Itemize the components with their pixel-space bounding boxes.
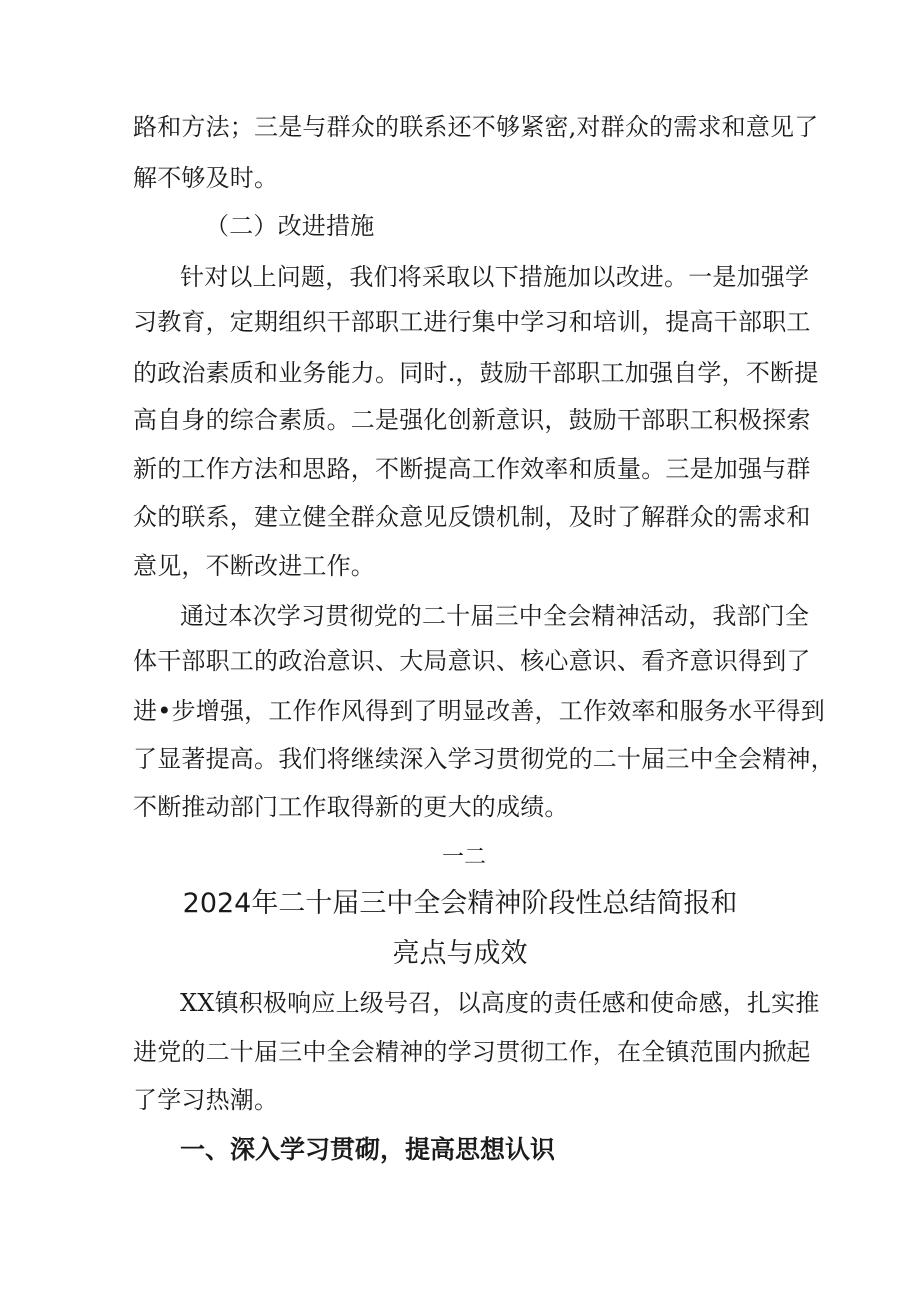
text-line: 了显著提高。我们将继续深入学习贯彻党的二十届三中全会精神， <box>133 745 835 773</box>
text-line: 进党的二十届三中全会精神的学习贯彻工作，在全镇范围内掀起 <box>133 1038 811 1066</box>
text-line: 新的工作方法和思路，不断提高工作效率和质量。三是加强与群 <box>133 455 811 483</box>
text-line: 意见，不断改进工作。 <box>133 552 375 580</box>
text-line: 习教育，定期组织干部职工进行集中学习和培训，提高干部职工 <box>133 308 811 336</box>
text-line: 进•步增强，工作作风得到了明显改善，工作效率和服务水平得到 <box>133 697 825 725</box>
article-title-line1: 2024年二十届三中全会精神阶段性总结简报和 <box>182 888 738 919</box>
text-line: 通过本次学习贯彻党的二十届三中全会精神活动，我部门全 <box>180 602 810 630</box>
text-line: 体干部职工的政治意识、大局意识、核心意识、看齐意识得到了 <box>133 647 811 675</box>
text-line: 了学习热潮。 <box>133 1086 279 1114</box>
text-line: 针对以上问题，我们将采取以下措施加以改进。一是加强学 <box>180 263 810 291</box>
section-one-heading: 一、深入学习贯砌，提高思想认识 <box>180 1135 556 1164</box>
text-line: 高自身的综合素质。二是强化创新意识，鼓励干部职工积极探索 <box>133 406 811 434</box>
text-line: 解不够及时。 <box>133 164 279 192</box>
section-divider-mark: 一二 <box>442 845 487 870</box>
text-line: 的政治素质和业务能力。同时.，鼓励干部职工加强自学，不断提 <box>133 359 819 387</box>
text-line: 路和方法；三是与群众的联系还不够紧密,对群众的需求和意见了 <box>133 113 819 141</box>
improvement-heading: （二）改进措施 <box>205 212 375 240</box>
text-line: 不断推动部门工作取得新的更大的成绩。 <box>133 793 569 821</box>
text-line: XX镇积极响应上级号召，以高度的责任感和使命感，扎实推 <box>180 989 820 1017</box>
text-line: 众的联系，建立健全群众意见反馈机制，及时了解群众的需求和 <box>133 503 811 531</box>
article-title-line2: 亮点与成效 <box>392 938 528 969</box>
